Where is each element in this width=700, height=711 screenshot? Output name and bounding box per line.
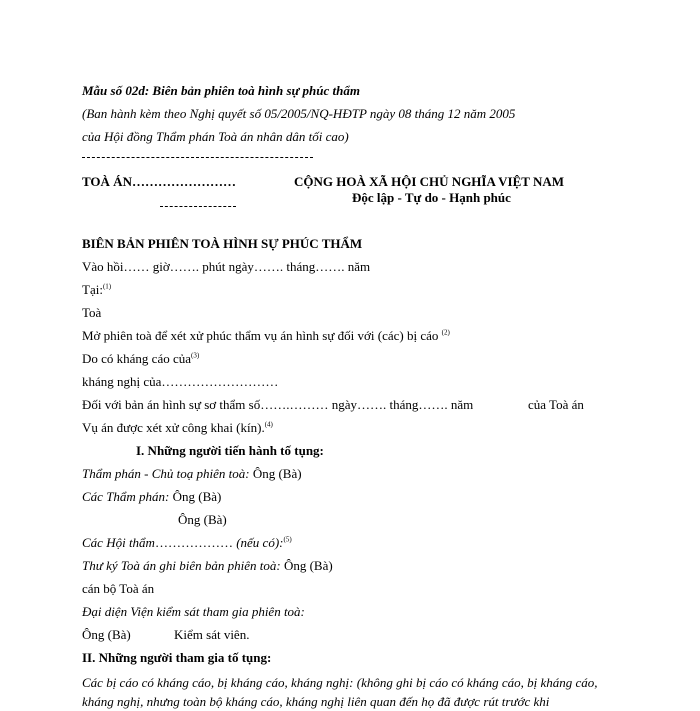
procuracy-value: Ông (Bà) [82, 627, 131, 642]
issued-note-line2: của Hội đồng Thẩm phán Toà án nhân dân tối cao) [82, 129, 349, 144]
session-time-line: Vào hồi…… giờ……. phút ngày……. tháng……. năm [82, 259, 371, 274]
clerk-line: Thư ký Toà án ghi biên bản phiên toà: Ông (Bà) [82, 558, 333, 573]
location-line: Tại:$^{(1)}$ [82, 282, 112, 297]
court-name: TOÀ ÁN…………………… [82, 174, 236, 189]
first-instance-court-label: của Toà án [528, 397, 584, 412]
first-instance-judgment-line: Đối với bản án hình sự sơ thẩm số…….……… ngày……. tháng……. năm [82, 397, 474, 412]
footnote-marker: (1) [102, 282, 112, 291]
form-title: Mẫu số 02d: Biên bản phiên toà hình sự phúc thẩm [82, 83, 360, 98]
judges-line-2: Ông (Bà) [178, 512, 227, 527]
section-2-heading: II. Những người tham gia tố tụng: [82, 650, 272, 665]
presiding-judge-line: Thẩm phán - Chủ toạ phiên toà: Ông (Bà) [82, 466, 302, 481]
court-underline [160, 206, 236, 207]
public-trial-line: Vụ án được xét xử công khai (kín).$^{(4)}$ [82, 420, 273, 435]
clerk-line-2: cán bộ Toà án [82, 581, 155, 596]
defendants-intro-line: Mở phiên toà để xét xử phúc thẩm vụ án hình sự đối với (các) bị cáo $^{(2)}$ [82, 328, 450, 343]
header-divider [82, 157, 313, 158]
judges-line: Các Thẩm phán: Ông (Bà) [82, 489, 222, 504]
footnote-marker: (2) [441, 328, 450, 337]
court-line: Toà [82, 305, 102, 320]
republic-heading: CỘNG HOÀ XÃ HỘI CHỦ NGHĨA VIỆT NAM [294, 174, 565, 189]
document-title: BIÊN BẢN PHIÊN TOÀ HÌNH SỰ PHÚC THẨM [82, 236, 363, 251]
motto: Độc lập - Tự do - Hạnh phúc [352, 190, 511, 205]
assessors-line: Các Hội thẩm……………… (nếu có):$^{(5)}$ [82, 535, 292, 550]
footnote-marker: (5) [283, 535, 292, 544]
prosecutor-title: Kiểm sát viên. [174, 627, 250, 642]
appeal-by-line: Do có kháng cáo của$^{(3)}$ [82, 351, 200, 366]
defendants-paragraph: Các bị cáo có kháng cáo, bị kháng cáo, kháng nghị: (không ghi bị cáo có kháng cáo, bị kháng cáo, kháng nghị, nhưng toàn bộ kháng cáo, kháng nghị liên quan đến họ đã được rút trước khi [82, 675, 598, 709]
footnote-marker: (3) [191, 351, 200, 360]
procuracy-label: Đại diện Viện kiểm sát tham gia phiên toà: [82, 604, 305, 619]
footnote-marker: (4) [264, 420, 273, 429]
protest-line: kháng nghị của……………………… [82, 374, 279, 389]
issued-note-line1: (Ban hành kèm theo Nghị quyết số 05/2005/NQ-HĐTP ngày 08 tháng 12 năm 2005 [82, 106, 516, 121]
section-1-heading: I. Những người tiến hành tố tụng: [136, 443, 324, 458]
